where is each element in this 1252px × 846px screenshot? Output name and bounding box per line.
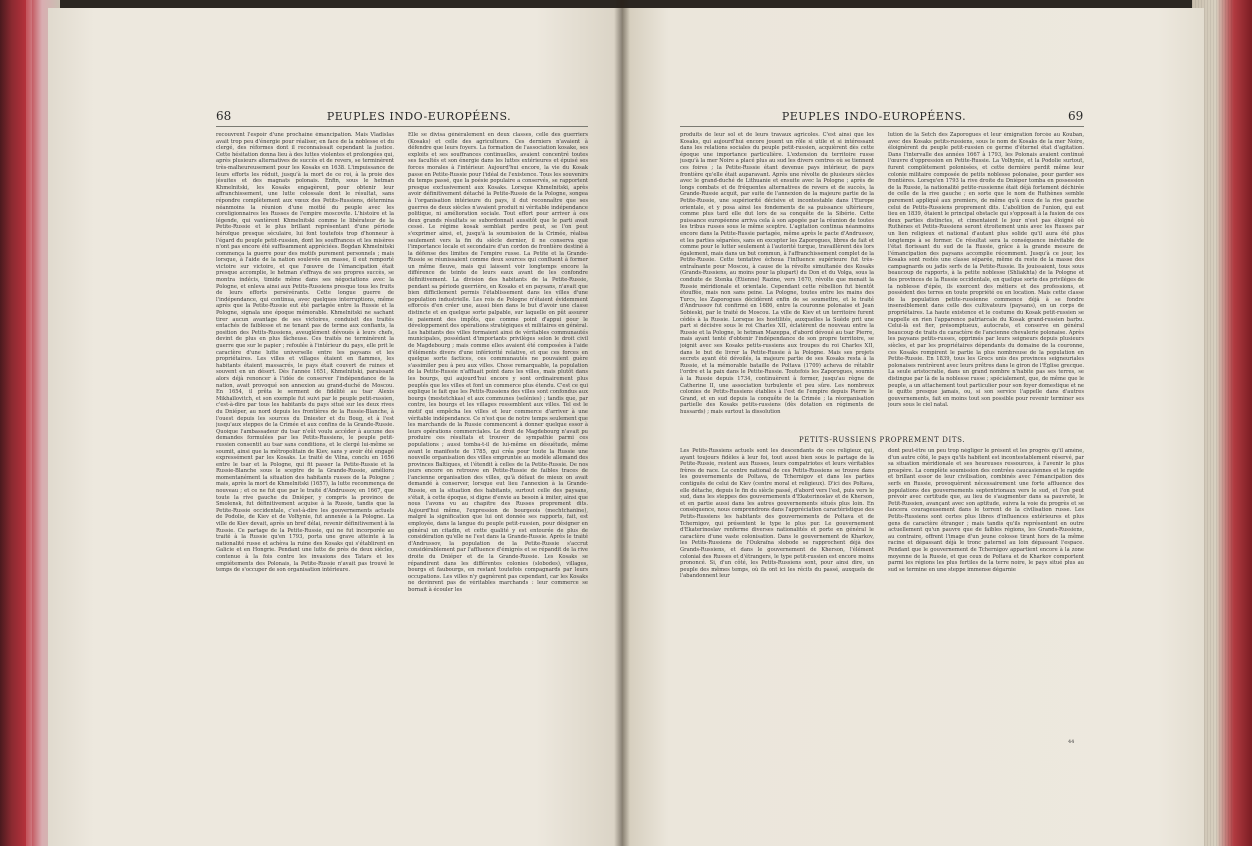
running-header: PEUPLES INDO-EUROPÉENS.: [326, 110, 512, 123]
header-rule: [680, 126, 1084, 127]
left-page: [48, 8, 622, 846]
body-text: Elle se divisa généralement en deux classes, celle des guerriers (Kosaks) et celle des agriculteurs. Ces derniers n'avaient à défendre que leurs foyers. La formation de l'association kosake, ses exploits et ses souffrances continuelles, avaient concentré toutes ses facultés et son énergie dans les luttes extérieures et épuisé ses forces morales à l'intérieur. Aujourd'hui encore, la vie du Kosak passe en Petite-Russie pour l'idéal de l'existence. Tous les souvenirs du temps passé, que la poésie populaire a conservés, se rapportent presque exclusivement aux Kosaks. Lorsque Khmelnitski, après avoir définitivement détaché la Petite-Russie de la Pologne, songea à l'organisation intérieure du pays, il dut reconnaître que ses guerres de deux siècles n'avaient produit ni véritable indépendance politique, ni amélioration sociale. Tout effort pour arriver à ces deux grands résultats se subordonnait aussitôt que le parti avait cessé. Le régime kosak semblait perdre peut, se l'on peut s'exprimer ainsi, et, jusqu'à la soumission de la Crimée, réalisa seulement vers la fin du siècle dernier, il ne conserva que l'importance locale et secondaire d'un cordon de frontière destiné à la défense des limites de l'empire russe. La Petite et la Grande-Russie se réunissaient comme deux sources qui confluent à former un même fleuve, mais qui laissent voir longtemps encore la différence de teinte de leurs eaux avant de les confondre définitivement. La division des habitants de la Petite-Russie, pendant sa période guerrière, en Kosaks et en paysans, n'avait que bien difficilement permis l'établissement dans les villes d'une population industrielle. Les rois de Pologne n'étaient évidemment efforcés d'en créer une, aussi bien dans le but d'avoir une classe distincte et en quelque sorte palpable, sur laquelle on pût assurer le paiement des impôts, que comme point d'appui pour le développement des opérations stratégiques et militaires en général. Les habitants des villes formaient ainsi de véritables communautés municipales, possédant d'importants privilèges selon le droit civil de Magdebourg ; mais comme elles avaient été composées à l'aide d'éléments divers d'une infériorité relative, et que ces forces en quelque sorte factices, ces communautés ne pouvaient guère s'assimiler peu à peu aux villes. Chose remarquable, la population de la Petite-Russie n'affluait point dans les villes, mais plutôt dans les bourgs, qui aujourd'hui encore y sont ordinairement plus peuplés que les villes et font un commerce plus étendu. C'est ce qui explique le fait que les Petits-Russiens des villes sont confondus aux bourgs (mestetchkas) et aux communes (selénies) ; tandis que, par contre, les bourgs et les villages ressemblent aux villes. Tel est le motif qui empêcha les villes et leur commerce d'arriver à une véritable indépendance. Ce n'est que de notre temps seulement que les marchands de la Russie commencent à donner quelque essor à leurs opérations commerciales. Le droit de Magdebourg n'avait pu produire ces résultats et trouver de sympathie parmi ces populations ; aussi tomba-t-il de lui-même en désuétude, même avant le manifeste de 1785, qui créa pour toute la Russie une nouvelle organisation des villes empruntée au modèle allemand des provinces Baltiques, et l'étendit à celles de la Petite-Russie. De nos jours encore on retrouve en Petite-Russie de faibles traces de l'ancienne organisation des villes, qu'à défaut de mieux on avait demandé à conserver, lorsque eut lieu l'annexion à la Grande-Russie, en la situation des habitants, surtout celle des paysans, s'était, à cette époque, si digne d'envie au besoin à imiter, ainsi que nous l'avons vu au chapitre des Russes proprement dits. Aujourd'hui même, l'expression de bourgeois (mechtchanine), malgré la signification que lui ont donnée ses rapports, fait, est employée, dans la langue du peuple petit-russien, pour désigner en général un citadin, et cette qualité y est entourée de plus de considération qu'elle ne l'est dans la Grande-Russie. Après le traité d'Andrussov, la population de la Petite-Russie s'accrut considérablement par l'affluence d'émigrés et se répandit de la rive droite du Dniéper et de la Grande-Russie. Les Kosaks se répandirent dans les différentes colonies (slobodes), villages, bourgs et faubourgs, en restant toutefois compagnards par leurs occupations. Les villes n'y gagnèrent pas cependant, car les Kosaks ne devinrent pas de véritables marchands : leur commerce se bornait à écouler les: [408, 132, 588, 593]
body-text: recouvrent l'espoir d'une prochaine émancipation. Mais Vladislas avait trop peu d'énergie pour réaliser, en face de la noblesse et du clergé, des réformes dont il reconnaissait cependant la justice. Cette hésitation donna lieu à des luttes violentes et prolongées qui, après plusieurs alternatives de succès et de revers, se terminèrent très-malheureusement pour les Kosaks en 1638. L'impuissance de leurs efforts les réduit, jusqu'à la mort de ce roi, à la proie des jésuites et des magnats polonais. Enfin, sous le hetman Khmelnitski, les Kosaks engagèrent, pour obtenir leur affranchissement, une lutte colossale dont le résultat, sans répondre complètement aux vœux des Petits-Russiens, détermina néanmoins la réunion d'une moitié du peuple avec les coreligionnaires les Russes de l'empire moscovite. L'histoire et la légende, qui vantèrent Khmelnitski comme le libérateur de la Petite-Russie et le plus brillant représentant d'une période héroïque presque séculaire, lui font toutefois trop d'honneur à l'égard du peuple petit-russien, dont les souffrances et les misères n'ont pas encore été suffisamment appréciées. Bogdan Khmelnitski commença la guerre pour des motifs purement personnels ; mais lorsque, à l'aide de la nation soulevée en masse, il eut remporté victoire sur victoire, et que l'œuvre de l'émancipation était presque accomplie, le hetman s'effraya de ses propres succès, se montra indécis, timide même dans ses négociations avec la Pologne, et enleva ainsi aux Petits-Russiens presque tous les fruits de leurs efforts persévérants. Cette longue guerre de l'indépendance, qui continua, avec quelques interruptions, même après que la Petite-Russie eut été partagée entre la Russie et la Pologne, signala une époque mémorable. Khmelnitski ne sachant tirer aucun avantage de ses victoires, conduisit des traités entachés de faiblesse et ne tenant pas de terme aux confiants, la position des Petits-Russiens, aveuglément dévoués à leurs chefs, devint de plus en plus fâcheuse. Ces traités ne terminèrent la guerre que sur le papier ; refoulée à l'intérieur du pays, elle prit le caractère d'une lutte universelle entre les paysans et les propriétaires. Les villes et villages étaient en flammes, les habitants étaient massacrés, le pays était couvert de ruines et souvent en un désert. Dès l'année 1651, Khmelnitski, paraissant alors déjà renoncer à l'idée de conserver l'indépendance de la nation, avait provoqué son annexion au grand-duché de Moscou. En 1654, il prêta le serment de fidélité au tsar Alexis Mikhaïlovitch, et son exemple fut suivi par le peuple petit-russien, c'est-à-dire par tous les habitants du pays situé sur les deux rives du Dniéper, au nord depuis les frontières de la Russie-Blanche, à l'ouest depuis les sources du Dniester et du Boug, et à l'est jusqu'aux steppes de la Crimée et aux confins de la Grande-Russie. Quoique l'ambassadeur du tsar n'eût voulu accéder à aucune des demandes formulées par les Petits-Russiens, le peuple petit-russien consentit au tsar sans conditions, et le clergé lui-même se soumit, ainsi que la métropolitain de Kiev, sans y avoir été engagé expressément par les Kosaks. Le traité de Vilna, conclu en 1656 entre le tsar et la Pologne, qui fit passer la Petite-Russie et la Russie-Blanche sous le sceptre de la Grande-Russie, améliora momentanément la situation des habitants russes de la Pologne ; mais, après la mort de Khmelnitski (1657), la lutte recommença de nouveau ; et ce ne fut que par le traité d'Andrussov, en 1667, que toute la rive gauche du Dniéper, y compris la province de Smolensk, fut définitivement acquise à la Russie, tandis que la Petite-Russie occidentale, c'est-à-dire les gouvernements actuels de Podolie, de Kiev et de Volhynie, fut annexée à la Pologne. La ville de Kiev devait, après un bref délai, revenir définitivement à la Russie. Ce partage de la Petite-Russie, qui ne fut incorporée au traité à la Russie qu'en 1793, porta une grave atteinte à la nationalité russe et achèva la ruine des Kosaks qui s'établirent en Galicie et en Hongrie. Pendant une lutte de près de deux siècles, contenue à la fois contre les invasions des Tatars et les empiétements des Polonais, la Petite-Russie n'avait pas trouvé le temps de s'occuper de son organisation intérieure.: [216, 132, 394, 574]
text-column-1: [680, 132, 874, 428]
body-text: produits de leur sol et de leurs travaux agricoles. C'est ainsi que les Kosaks, qui aujourd'hui encore jouent un rôle si utile et si intéressant dans les relations sociales du peuple petit-russien, acquièrent dès cette époque une importance particulière. L'extension du territoire russe jusqu'à la mer Noire a placé plus au sud les divers centres où se tiennent ces foires ; la Petite-Russie étant devenue pays intérieur, de pays frontière qu'elle était auparavant. Après une révolte de plusieurs siècles avec le grand-duché de Lithuanie et ensuite avec la Pologne ; après de longs combats et de fréquentes alternatives de revers et de succès, la Grande-Russie acquit, par suite de l'annexion de la majeure partie de la Petite-Russie, une supériorité décisive et incontestable dans l'Europe orientale, et y posa ainsi les fondements de sa puissance ultérieure, comme plus tard elle dut lors de sa conquête de la Sibérie. Cette puissance européenne arriva cela à son apogée par la réunion de toutes les tribus russes sous le même sceptre. L'agitation continua néanmoins encore dans la Petite-Russie partagée, même après le pacte d'Andrussov, et les parties séparées, sans en excepter les Zaporogues, libres de fait et comme pour le lutter seulement à l'autorité turque, travaillèrent dès lors également, mais dans un but commun, à l'affranchissement complet de la Petite-Russie. Cette tentative échoua l'influence supérieure fut très-entraînante pour Moscou, à cause de la révolte simultanée des Kosaks (Grands-Russiens, au moins pour la plupart) du Don et du Volga, sous la conduite de Stenka (Étienne) Razine, vers 1670, révolte que menait la Russie méridionale et orientale. Cependant cette rébellion fut bientôt étouffée, mais non sans peine. La Pologne, toutes entre les mains des Turcs, les Zaporogues décidèrent enfin de se soumettre, et le traité d'Andrussov fut confirmé en 1686, entre la couronne polonaise et Jean Sobieski, par le traité de Moscou. La ville de Kiev et un territoire furent cédés à la Russie. Lorsque les hostilités, auxquelles la Suède prit une part si décisive sous le roi Charles XII, éclatèrent de nouveau entre la Russie et la Pologne, le hetman Mazeppa, d'abord dévoué au tsar Pierre, mais ayant tenté d'obtenir l'indépendance de son propre territoire, se joignit avec ses Kosaks petits-russiens aux troupes du roi Charles XII, dans le but de livrer la Petite-Russie à la Pologne. Mais ses projets secrets ayant été dévoilés, la majeure partie de ses Kosaks resta à la Russie, et la mémorable bataille de Poltava (1709) acheva de rétablir l'ordre et la paix dans le Petite-Russie. Toutefois les Zaporogues, soumis à la Russie depuis 1734, continuèrent à former, jusqu'au règne de Catherine II, une association turbulente et peu sûre. Les nombreux colonies de Petits-Russiens établies à l'est de l'empire depuis Pierre le Grand, et en sud depuis la conquête de la Crimée ; la réorganisation partielle des Kosaks petits-russiens (dès dotation en régiments de hussards) ; mais surtout la dissolution: [680, 132, 874, 415]
page-number: 69: [1068, 109, 1084, 123]
text-column-2-bottom: [888, 448, 1084, 736]
right-page: [622, 8, 1204, 846]
body-text: dont peut-être un peu trop négliger le présent et les progrès qu'il amène, d'un autre côté, le pays qu'ils habitent est incontestablement réservé, par sa situation méridionale et ses heureuses ressources, à l'avenir le plus prospère. La complète soumission des contrées caucasiennes et le rapide et brillant essor de leur civilisation, combinés avec l'émancipation des serfs en Russie, provoquèrent nécessairement une forte affluence des populations des gouvernements septentrionaux vers le sud, et l'on peut prévoir avec certitude que, au lieu de s'augmenter dans sa pauvreté, le Petit-Russien, avançant avec son aptitude, suivra la voie du progrès et se lancera courageusement dans le torrent de la civilisation russe. Les Petits-Russiens sont certes plus libres d'influences extérieures et plus gens de caractère étranger ; mais tandis qu'ils représentent en outre actuellement qu'un pauvre que de faibles régions, les Grands-Russiens, au contraire, offrent l'image d'un jeune colosse tirant hors de la même racine et dépassant déjà le tronc paternel au loin dépassant l'espace. Pendant que le gouvernement de Tchernigov appartient encore à la zone moyenne de la Russie, et que ceux de Poltava et de Kharkov comportent parmi les régions les plus fertiles de la terre noire, le pays situé plus au sud se termine en une steppe immense dégarnie: [888, 448, 1084, 573]
text-column-1: [216, 132, 394, 736]
text-column-2: [408, 132, 588, 736]
signature-mark: 44: [1068, 739, 1075, 745]
body-text: lution de la Setch des Zaporogues et leur émigration forcée au Kouban, avec des Kosaks petits-russiens, sous le nom de Kosaks de la mer Noire, éloignèrent du peuple petit-russien ce germe d'éternel état d'agitation. Dans l'intervalle des années 1667 à 1793, les Polonais avaient continué l'œuvre d'oppression en Petite-Russie. La Volhynie, et la Podolie surtout, furent complètement polonisées, et cette dernière perdit même leur colonie militaire composée de petits noblesse polonaise, pour garder ses frontières. Lorsqu'en 1793 la rive droite du Dniéper tomba en possession de la Russie, la nationalité petite-russienne était déjà fortement déchirée de celle de la rive gauche ; en sorte que le nom de Ruthènes semble purement appliqué aux premiers, de même qu'à ceux de la rive gauche celui de Petits-Russiens proprement dits. L'abolition de l'union, qui eut lieu en 1839, ôtaient le principal obstacle qui s'opposait à la fusion de ces deux parties distinctes, et cimentaient le jour n'est pas éloigné où Ruthènes et Petits-Russiens seront étroitement unis avec les Russes par un lien religieux et national d'autant plus solide qu'il aura été plus longtemps à se former. Ce résultat sera la conséquence inévitable de l'état florissant du sud de la Russie, grâce à la grande mesure de l'émancipation des paysans accomplie récemment. Jusqu'à ce jour, les Kosaks sont restés une classe séparée, même du reste de la masse des campagnards ou jadis serfs de la Petite-Russie. Ils jouissaient, tous sous beaucoup de rapports, à la petite noblesse (Shliakhta) de la Pologne et des provinces de la Russie occidentale, en quelque sorte des priviléges de la noblesse d'épée, ils exercent des métiers et des professions, et possèdent des terres en toute propriété ou en location. Mais cette classe de la population petite-russienne commence déjà à se fondre insensiblement dans celle des cultivateurs (paysans), en un corps de propriétaires. La haute existence et le costume du Kosak petit-russien se rappelle en rien l'apparence patriarcale du Kosak grand-russien barbu. Celui-là est fier, présomptueux, autocrate, et conserve en général beaucoup de traits du caractère de l'ancienne chevalerie polonaise. Après les paysans petits-russes, opprimés par leurs seigneurs depuis plusieurs siècles, et par les propriétaires dépendants du domaine de la couronne, ces Kosaks rompirent le partie la plus nombreuse de la population en Petite-Russie. En 1839, tous les Grecs unis des provinces seigneuriales polonaises rentrèrent avec leurs prêtres dans le giron de l'Église grecque. La seule aristocratie, dans un grand nombre n'habite pas ses terres, se distingue par là de la noblesse russe ; spécialement, que, de même que le peuple, a un attachement tout particulier pour son foyer domestique et ne le quitte presque jamais, ou, si son service l'appelle dans d'autres gouvernements, fait en moins tout son possible pour revenir terminer ses jours sous le ciel natal.: [888, 132, 1084, 409]
book-gutter: [614, 0, 630, 846]
text-column-1-bottom: [680, 448, 874, 744]
text-column-2: [888, 132, 1084, 428]
header-rule: [216, 126, 588, 127]
running-header: PEUPLES INDO-EUROPÉENS.: [781, 110, 967, 123]
page-number: 68: [216, 109, 232, 123]
section-title: PETITS-RUSSIENS PROPREMENT DITS.: [798, 436, 966, 444]
body-text: Les Petits-Russiens actuels sont les descendants de ces religieux qui, ayant toujours fidèles à leur foi, tout aussi bien sous le partage de la Petite-Russie, restent aux Russes, leurs compatriotes et leurs véritables frères de race. Le centre national de ces Petits-Russiens se trouve dans les gouvernements de Poltava, de Tchernigov et dans les parties contiguës de celui de Kiev (centre moral et religieux). D'ici des Poltava, elle détache, depuis le fin du siècle passé, d'abord vers l'est, puis vers le sud, dans les steppes des gouvernements d'Ekaterinoslav et de Kherson, et en partie aussi dans les autres gouvernements situés plus loin. En conséquence, nous comprendrons dans l'appréciation caractéristique des Petits-Russiens les habitants des gouvernements de Poltava et de Tchernigov, qui présentent le type le plus pur. Le gouvernement d'Ekaterinoslav renferme diverses nationalités et porte en général le caractère d'une vaste colonisation. Dans le gouvernement de Kharkov, les Petits-Russiens de l'Oukraïna slobode se rapprochent déjà des Grands-Russiens, et dans le gouvernement de Kherson, l'élément colonial des Russes et d'étrangers, le type petit-russien est encore moins prononcé. Si, d'un côté, les Petits-Russiens sont, pour ainsi dire, un peuple des mêmes temps, où ils ont ici les récits du passé, auxquels de l'abandonnent leur: [680, 448, 874, 580]
